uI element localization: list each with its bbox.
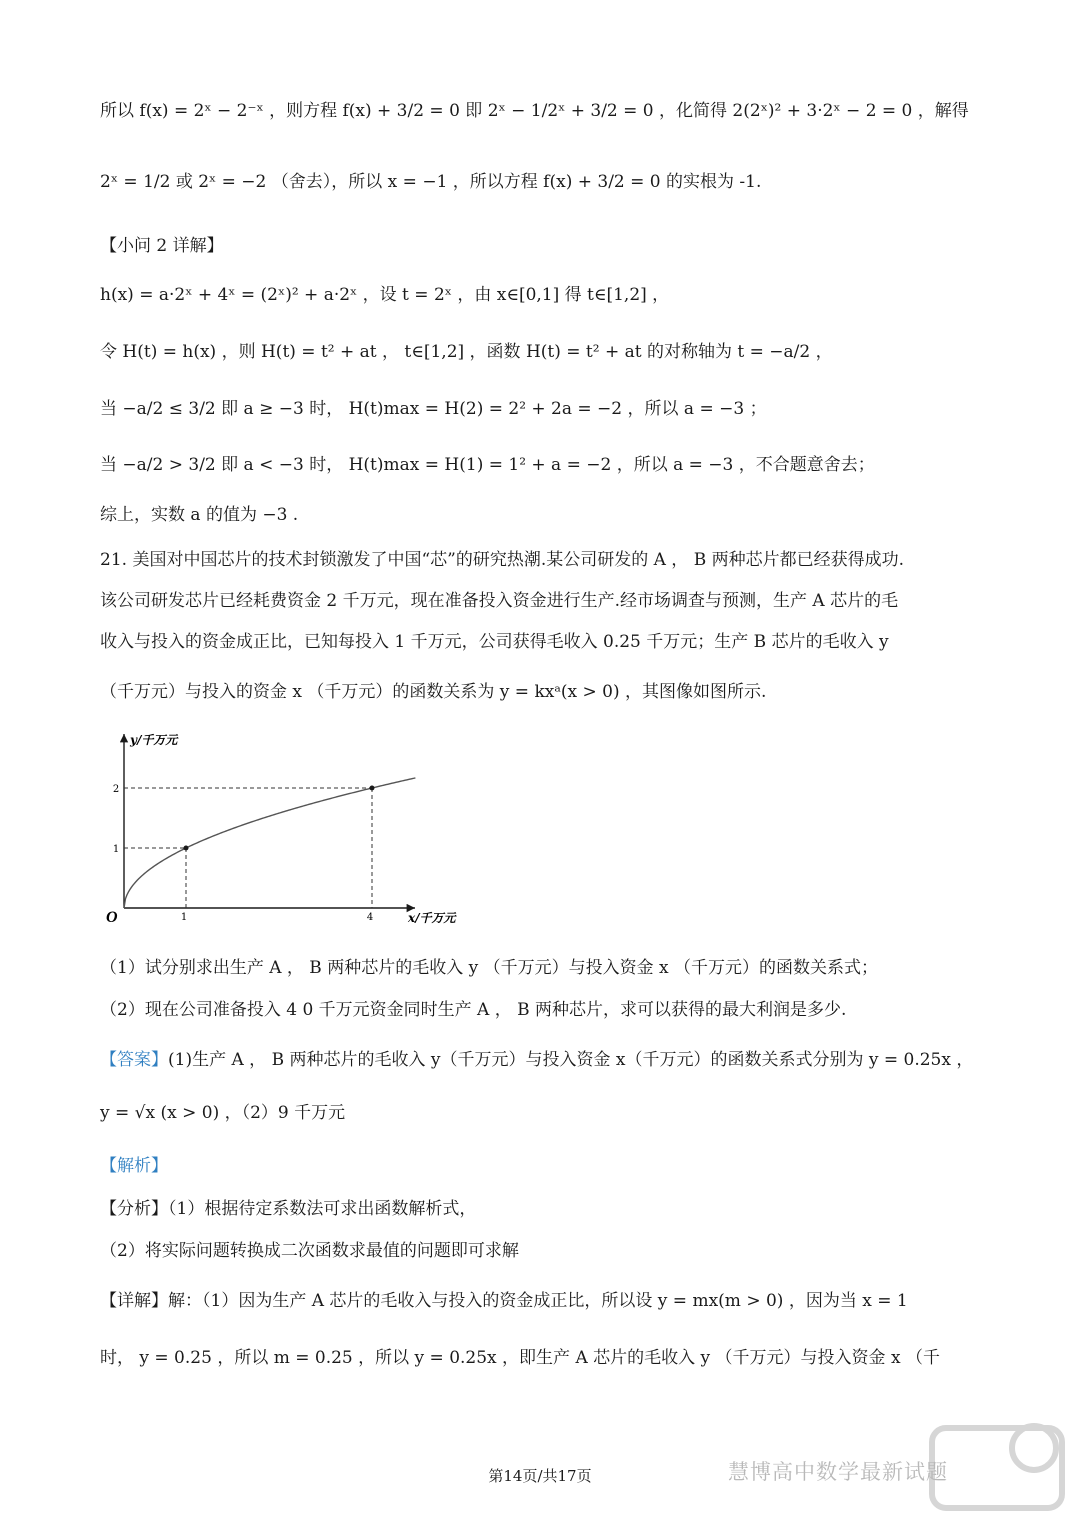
analysis-line-1: 【分析】（1）根据待定系数法可求出函数解析式， xyxy=(100,1199,477,1219)
text-line-1: 所以 f(x) = 2ˣ − 2⁻ˣ ，则方程 f(x) + 3/2 = 0 即 2ˣ − 1/2ˣ + 3/2 = 0 ，化简得 2(2ˣ)² + 3·2ˣ − 2 = 0 ，解得 xyxy=(100,101,969,121)
problem-21-line-4: （千万元）与投入的资金 x （千万元）的函数关系为 y = kxᵃ(x > 0) ，其图像如图所示. xyxy=(100,682,767,702)
y-tick-1: 1 xyxy=(112,844,120,855)
question-2: （2）现在公司准备投入 4 0 千万元资金同时生产 A ， B 两种芯片，求可以获得的最大利润是多少. xyxy=(100,1000,847,1020)
y-axis-label: y/千万元 xyxy=(130,733,178,747)
problem-21-line-3: 收入与投入的资金成正比，已知每投入 1 千万元，公司获得毛收入 0.25 千万元；生产 B 芯片的毛收入 y xyxy=(100,632,889,652)
problem-21-line-1: 21. 美国对中国芯片的技术封锁激发了中国“芯”的研究热潮.某公司研发的 A ， B 两种芯片都已经获得成功. xyxy=(100,550,905,570)
y-tick-2: 2 xyxy=(112,784,120,795)
section-heading-q2: 【小问 2 详解】 xyxy=(100,236,224,256)
origin-label: O xyxy=(106,909,118,926)
x-axis-label: x/千万元 xyxy=(408,911,456,925)
detail-text: 解：（1）因为生产 A 芯片的毛收入与投入的资金成正比，所以设 y = mx(m > 0) ，因为当 x = 1 xyxy=(168,1291,908,1311)
analysis-line-2: （2）将实际问题转换成二次函数求最值的问题即可求解 xyxy=(100,1241,519,1261)
point-4-2 xyxy=(370,786,375,791)
answer-tag: 【答案】 xyxy=(100,1050,168,1070)
detail-line xyxy=(100,1289,908,1313)
text-line-7: 当 −a/2 > 3/2 即 a < −3 时， H(t)max = H(1) = 1² + a = −2 ，所以 a = −3 ，不合题意舍去； xyxy=(100,455,875,475)
x-tick-1: 1 xyxy=(180,912,188,923)
text-line-5: 令 H(t) = h(x) ，则 H(t) = t² + at ， t∈[1,2] ，函数 H(t) = t² + at 的对称轴为 t = −a/2 ， xyxy=(100,342,833,362)
problem-21-line-2: 该公司研发芯片已经耗费资金 2 千万元，现在准备投入资金进行生产.经市场调查与预测，生产 A 芯片的毛 xyxy=(100,591,899,611)
detail-tag: 【详解】 xyxy=(100,1291,168,1311)
detail-line-2: 时， y = 0.25 ，所以 m = 0.25 ，所以 y = 0.25x ，即生产 A 芯片的毛收入 y （千万元）与投入资金 x （千 xyxy=(100,1348,940,1368)
point-1-1 xyxy=(184,846,189,851)
analysis-tag: 【解析】 xyxy=(100,1156,168,1176)
question-1: （1）试分别求出生产 A ， B 两种芯片的毛收入 y （千万元）与投入资金 x （千万元）的函数关系式； xyxy=(100,958,879,978)
answer-text: (1)生产 A ， B 两种芯片的毛收入 y（千万元）与投入资金 x（千万元）的函数关系式分别为 y = 0.25x ， xyxy=(168,1050,974,1070)
function-graph xyxy=(100,728,480,938)
x-tick-4: 4 xyxy=(366,912,374,923)
text-line-2: 2ˣ = 1/2 或 2ˣ = −2 （舍去），所以 x = −1 ，所以方程 f(x) + 3/2 = 0 的实根为 -1. xyxy=(100,172,762,192)
text-line-8: 综上，实数 a 的值为 −3 . xyxy=(100,505,299,525)
text-line-6: 当 −a/2 ≤ 3/2 即 a ≥ −3 时， H(t)max = H(2) = 2² + 2a = −2 ，所以 a = −3 ； xyxy=(100,399,767,419)
answer-line xyxy=(100,1048,973,1072)
answer-line-2: y = √x (x > 0) ，（2）9 千万元 xyxy=(100,1103,346,1123)
watermark-text: 慧博高中数学最新试题 xyxy=(728,1460,948,1484)
page-footer: 第14页/共17页 xyxy=(488,1467,592,1485)
text-line-4: h(x) = a·2ˣ + 4ˣ = (2ˣ)² + a·2ˣ ，设 t = 2ˣ ，由 x∈[0,1] 得 t∈[1,2] ， xyxy=(100,285,670,305)
